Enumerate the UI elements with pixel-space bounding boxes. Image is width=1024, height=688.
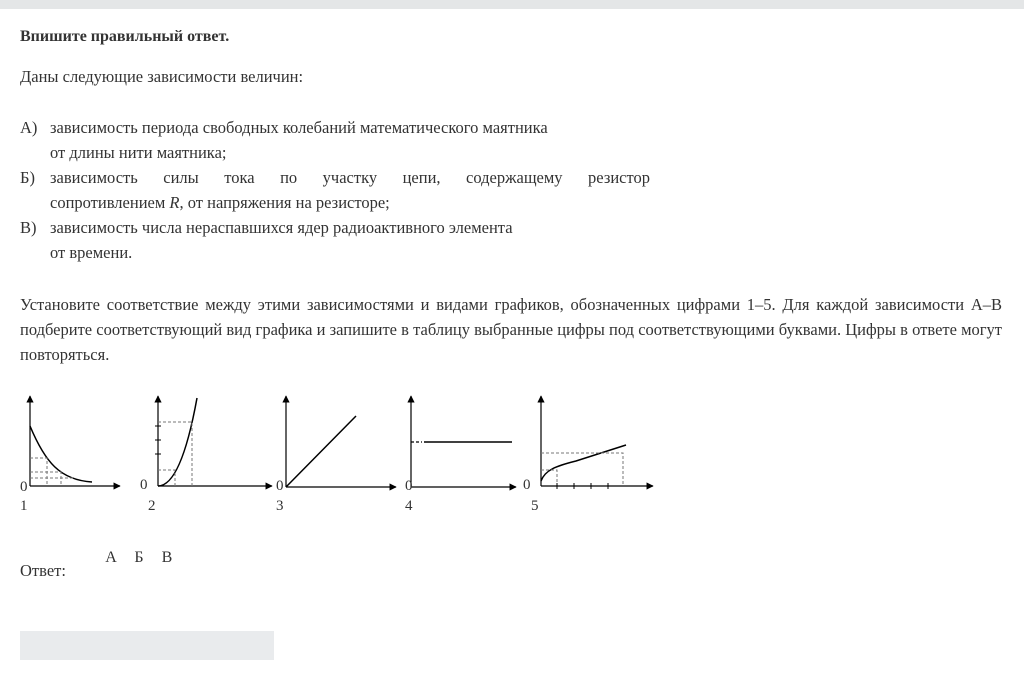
dependency-c: [20, 215, 650, 265]
dependency-letter: А): [20, 118, 38, 137]
answer-columns: [97, 549, 181, 567]
origin-label: 0: [405, 478, 413, 494]
graph-2: [140, 390, 278, 514]
guide-lines: [158, 422, 192, 486]
origin-label: 0: [523, 477, 531, 493]
dependency-line: [50, 190, 650, 215]
dependency-text: сопротивлением: [50, 193, 170, 212]
dependency-letter: Б): [20, 168, 35, 187]
graph-number: 1: [20, 498, 28, 514]
origin-label: 0: [20, 479, 28, 495]
task-text: Установите соответствие между этими зависимостями и видами графиков, обозначенных цифрами 1–5. Для каждой зависимости А–В подберите соответствующий вид графика и запишите в таблицу выбранные цифры под соответствующими буквами. Цифры в ответе могут повторяться.: [20, 295, 1002, 364]
line: [286, 416, 356, 487]
answer-input[interactable]: [20, 631, 274, 660]
origin-label: 0: [140, 477, 148, 493]
answer-column-c: В: [161, 549, 173, 566]
graph-number: 3: [276, 498, 284, 514]
dependency-a: [20, 115, 650, 165]
variable-r: R: [169, 193, 180, 212]
intro-text: Даны следующие зависимости величин:: [20, 67, 304, 86]
graph-5: [523, 390, 661, 514]
instruction: Впишите правильный ответ.: [20, 28, 230, 45]
graph-number: 4: [405, 498, 413, 514]
origin-label: 0: [276, 478, 284, 494]
graph-1: [20, 392, 130, 514]
answer-label: Ответ:: [20, 561, 66, 580]
top-bar: [0, 0, 1024, 9]
graph-3: [276, 390, 406, 514]
dependency-b: [20, 165, 650, 215]
answer-column-a: А: [105, 549, 117, 566]
graph-4: [400, 390, 530, 514]
curve: [541, 445, 626, 481]
dependency-line: зависимость силы тока по участку цепи, содержащему резистор: [50, 168, 650, 187]
curve: [158, 398, 197, 486]
guide-lines: [30, 458, 75, 486]
dependency-line: зависимость числа нераспавшихся ядер радиоактивного элемента: [50, 218, 513, 237]
dependency-letter: В): [20, 218, 37, 237]
dependency-line: от времени.: [50, 243, 133, 262]
dependency-line: от длины нити маятника;: [50, 143, 227, 162]
answer-column-b: Б: [134, 549, 144, 566]
graph-number: 2: [148, 498, 156, 514]
guide-lines: [541, 453, 623, 486]
dependency-text: , от напряжения на резисторе;: [179, 193, 390, 212]
dependency-line: зависимость периода свободных колебаний математического маятника: [50, 118, 548, 137]
graph-number: 5: [531, 498, 539, 514]
